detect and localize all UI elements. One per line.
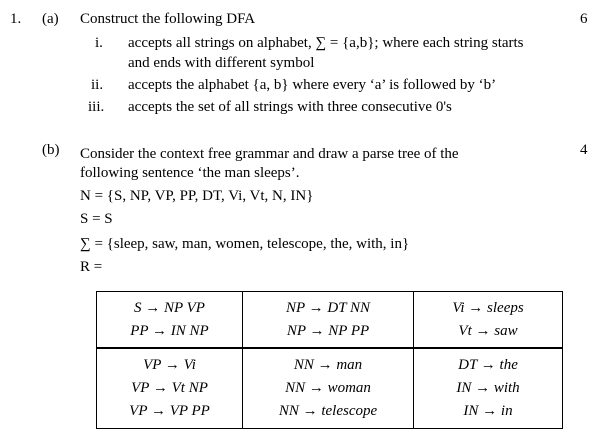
production-rule: DT → the <box>458 357 518 373</box>
production-rule: NP → DT NN <box>285 300 371 316</box>
question-number: 1. <box>10 11 22 27</box>
item-ii-numeral: ii. <box>91 77 104 93</box>
production-rule: Vi → sleeps <box>452 300 524 316</box>
production-rule: NN → telescope <box>278 403 378 419</box>
production-rule: PP → IN NP <box>130 323 209 339</box>
production-rule: Vt → saw <box>458 323 518 339</box>
table-cell <box>97 348 243 429</box>
table-row <box>97 292 563 349</box>
production-rule: VP → VP PP <box>129 403 210 419</box>
nonterminals-set: N = {S, NP, VP, PP, DT, Vi, Vt, N, IN} <box>80 188 314 204</box>
item-i-text-line1: accepts all strings on alphabet, ∑ = {a,b}; where each string starts <box>128 35 524 51</box>
terminals-set: ∑ = {sleep, saw, man, women, telescope, the, with, in} <box>80 236 410 252</box>
item-iii-numeral: iii. <box>88 99 105 115</box>
table-row <box>97 348 563 429</box>
item-i-text-line2: and ends with different symbol <box>128 55 315 71</box>
part-b-text-line1: Consider the context free grammar and draw a parse tree of the <box>80 146 459 162</box>
part-b-text-line2: following sentence ‘the man sleeps’. <box>80 165 300 181</box>
item-iii-text: accepts the set of all strings with three consecutive 0's <box>128 99 452 115</box>
start-symbol: S = S <box>80 211 113 227</box>
part-a-marks: 6 <box>580 11 588 27</box>
table-cell <box>243 292 414 349</box>
rules-label: R = <box>80 259 103 275</box>
item-i-numeral: i. <box>95 35 103 51</box>
production-rule: NP → NP PP <box>286 323 370 339</box>
production-rule: VP → Vt NP <box>131 380 208 396</box>
production-rule: VP → Vi <box>143 357 196 373</box>
production-rule: NN → man <box>293 357 363 373</box>
table-cell <box>243 348 414 429</box>
production-rule: IN → with <box>456 380 520 396</box>
production-rule: NN → woman <box>285 380 371 396</box>
table-cell <box>414 348 563 429</box>
production-rule: S → NP VP <box>134 300 205 316</box>
part-a-heading: Construct the following DFA <box>80 11 256 27</box>
production-rule: IN → in <box>463 403 513 419</box>
table-cell <box>97 292 243 349</box>
part-b-label: (b) <box>42 142 60 158</box>
grammar-rules-table <box>96 291 563 429</box>
part-b-marks: 4 <box>580 142 588 158</box>
part-a-label: (a) <box>42 11 59 27</box>
item-ii-text: accepts the alphabet {a, b} where every ‘a’ is followed by ‘b’ <box>128 77 497 93</box>
table-cell <box>414 292 563 349</box>
